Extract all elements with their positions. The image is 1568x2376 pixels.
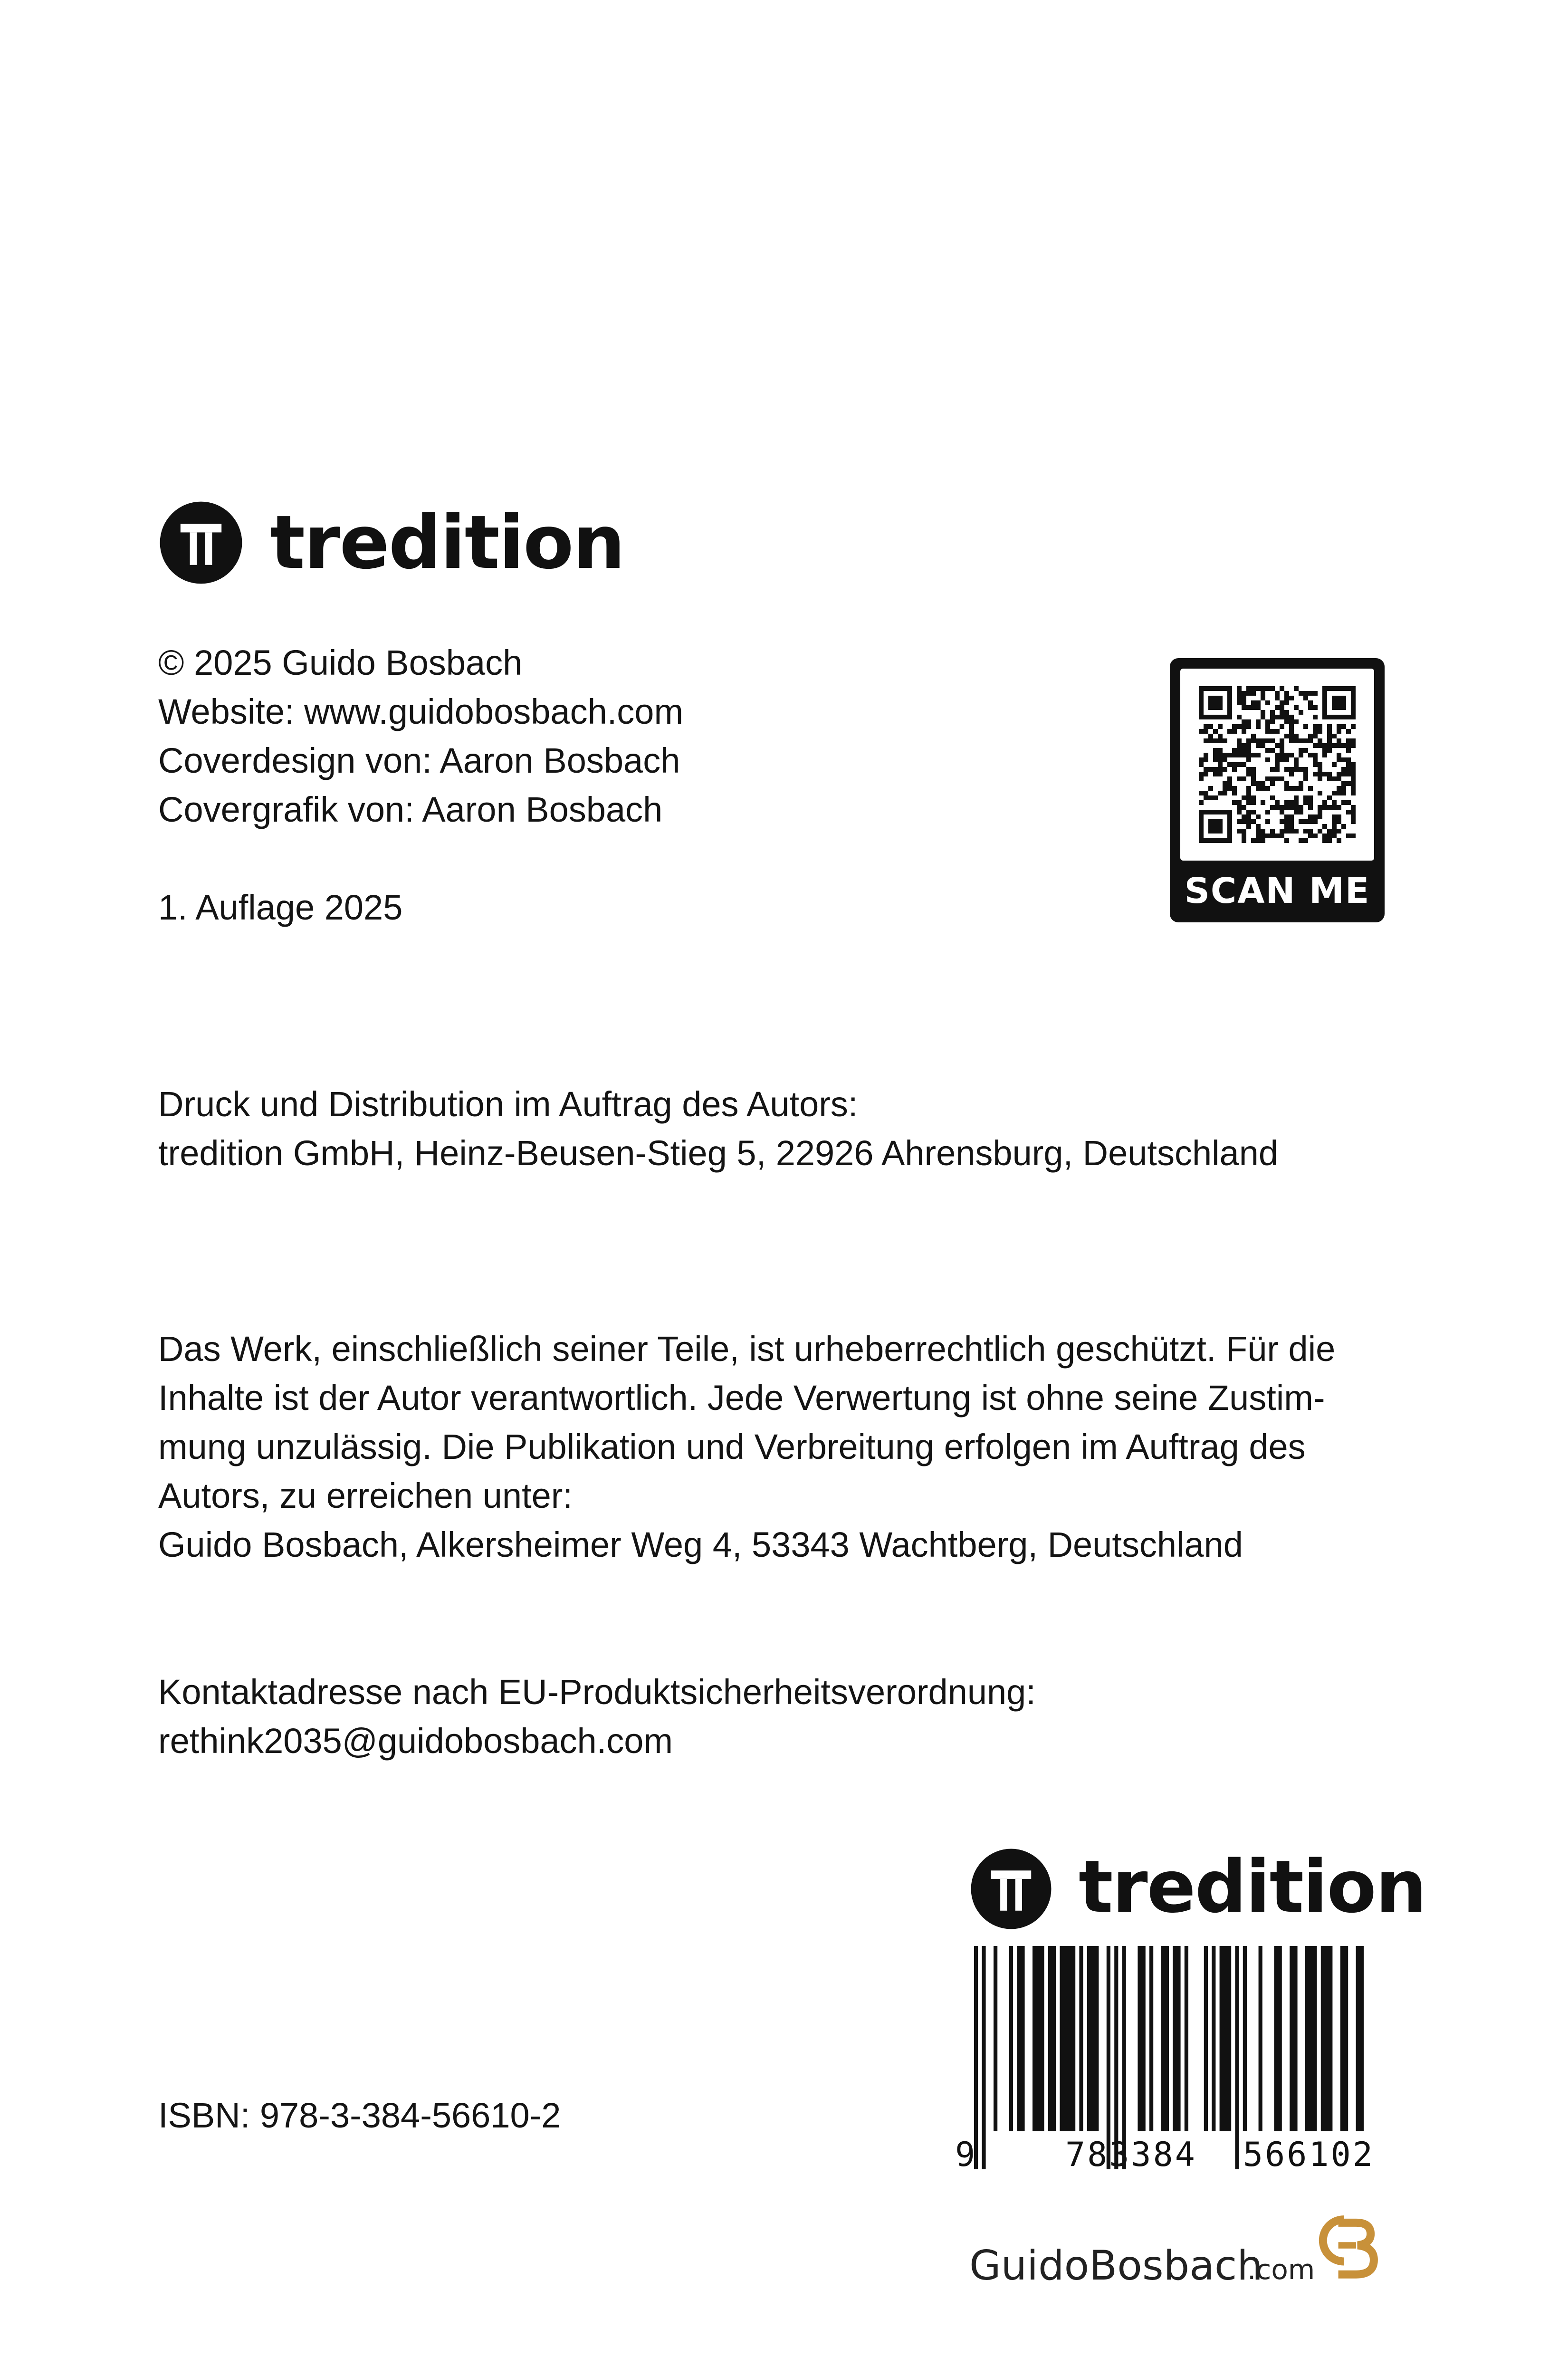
isbn-barcode [955, 1946, 1378, 2184]
brand-logo [969, 2200, 1378, 2295]
qr-code-icon [1199, 686, 1356, 843]
publisher-logo-bottom [969, 1845, 1426, 1932]
barcode-right-digits: 566102 [1243, 2135, 1375, 2174]
legal-line: Das Werk, einschließlich seiner Teile, ist urheberrechtlich geschützt. Für die [158, 1329, 1336, 1369]
qr-code-card[interactable] [1170, 658, 1385, 922]
distribution-line-2: tredition GmbH, Heinz-Beusen-Stieg 5, 22926 Ahrensburg, Deutschland [158, 1133, 1279, 1173]
publisher-logo-top [158, 499, 624, 585]
coverdesign: Coverdesign von: Aaron Bosbach [158, 741, 680, 780]
legal-line: Inhalte ist der Autor verantwortlich. Jede Verwertung ist ohne seine Zustim- [158, 1378, 1325, 1418]
scan-me-label: SCAN ME [1184, 871, 1370, 911]
copyright: © 2025 Guido Bosbach [158, 643, 523, 682]
legal-line: Autors, zu erreichen unter: [158, 1476, 573, 1515]
edition: 1. Auflage 2025 [158, 888, 403, 927]
legal-line: mung unzulässig. Die Publikation und Verbreitung erfolgen im Auftrag des [158, 1427, 1306, 1466]
website: Website: www.guidobosbach.com [158, 692, 684, 731]
tredition-logo-icon [158, 500, 244, 585]
isbn: ISBN: 978-3-384-56610-2 [158, 2096, 561, 2135]
brand-name: GuidoBosbach [969, 2242, 1263, 2290]
barcode-lead-digit: 9 [955, 2135, 975, 2174]
distribution-line-1: Druck und Distribution im Auftrag des Autors: [158, 1084, 858, 1124]
qr-code-area [1180, 669, 1374, 861]
brand-suffix: .com [1247, 2253, 1315, 2286]
barcode-left-digits: 783384 [1065, 2135, 1197, 2174]
brand-monogram-icon [1297, 2205, 1383, 2286]
covergrafik: Covergrafik von: Aaron Bosbach [158, 790, 663, 829]
tredition-logo-icon [969, 1847, 1053, 1931]
author-address: Guido Bosbach, Alkersheimer Weg 4, 53343 Wachtberg, Deutschland [158, 1525, 1243, 1564]
contact-email[interactable]: rethink2035@guidobosbach.com [158, 1721, 673, 1761]
publisher-name: tredition [270, 499, 624, 585]
contact-heading: Kontaktadresse nach EU-Produktsicherheitsverordnung: [158, 1672, 1036, 1712]
publisher-name: tredition [1079, 1845, 1426, 1929]
